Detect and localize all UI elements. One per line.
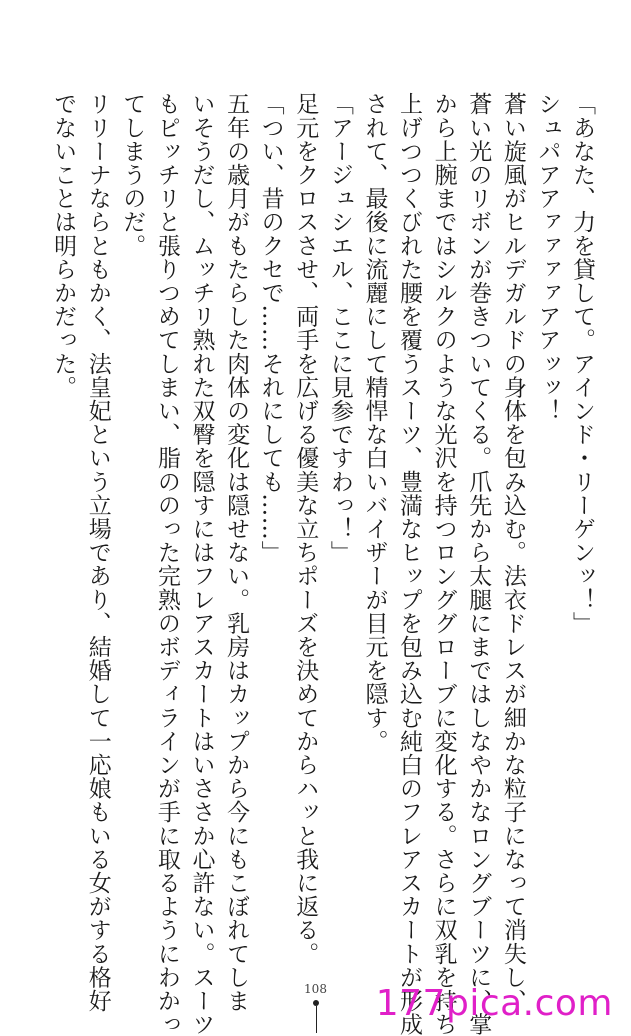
- page-number: 108: [304, 982, 327, 996]
- text-line: 足元をクロスさせ、両手を広げる優美な立ちポーズを決めてからハッと我に返る。: [292, 92, 319, 966]
- text-line: もピッチリと張りつめてしまい、脂ののった完熟のボディラインが手に取るようにわかっ: [153, 92, 180, 1036]
- watermark-text: 177pica.com: [375, 983, 613, 1024]
- text-line: でないことは明らかだった。: [50, 92, 77, 399]
- text-line: 蒼い旋風がヒルデガルドの身体を包み込む。法衣ドレスが細かな粒子になって消失し、: [499, 92, 526, 1013]
- text-line: 「アージュシエル、ここに見参ですわっ！」: [326, 92, 353, 564]
- text-line: シュパアアァァァァアアッッ！: [534, 92, 561, 423]
- text-line: 「つい、昔のクセで……それにしても……」: [257, 92, 284, 564]
- page-marker-line: [316, 1006, 317, 1033]
- text-line: 上げつつくびれた腰を覆うスーツ、豊満なヒップを包み込む純白のフレアスカートが形成: [396, 92, 423, 1036]
- text-line: 蒼い光のリボンが巻きついてくる。爪先から太腿にまではしなやかなロングブーツに、掌: [465, 92, 492, 1036]
- text-line: リリーナならともかく、法皇妃という立場であり、結婚して一応娘もいる女がする格好: [84, 92, 111, 1013]
- text-line: 五年の歳月がもたらした肉体の変化は隠せない。乳房はカップから今にもこぼれてしま: [223, 92, 250, 1013]
- text-line: から上腕まではシルクのような光沢を持つロンググローブに変化する。さらに双乳を持ち: [430, 92, 457, 1036]
- text-line: てしまうのだ。: [119, 92, 146, 258]
- text-line: されて、最後に流麗にして精悍な白いバイザーが目元を隠す。: [361, 92, 388, 753]
- text-line: いそうだし、ムッチリ熟れた双臀を隠すにはフレアスカートはいささか心許ない。スーツ: [188, 92, 215, 1036]
- text-line: 「あなた、力を貸して。アインド・リーゲンッ！」: [569, 92, 595, 635]
